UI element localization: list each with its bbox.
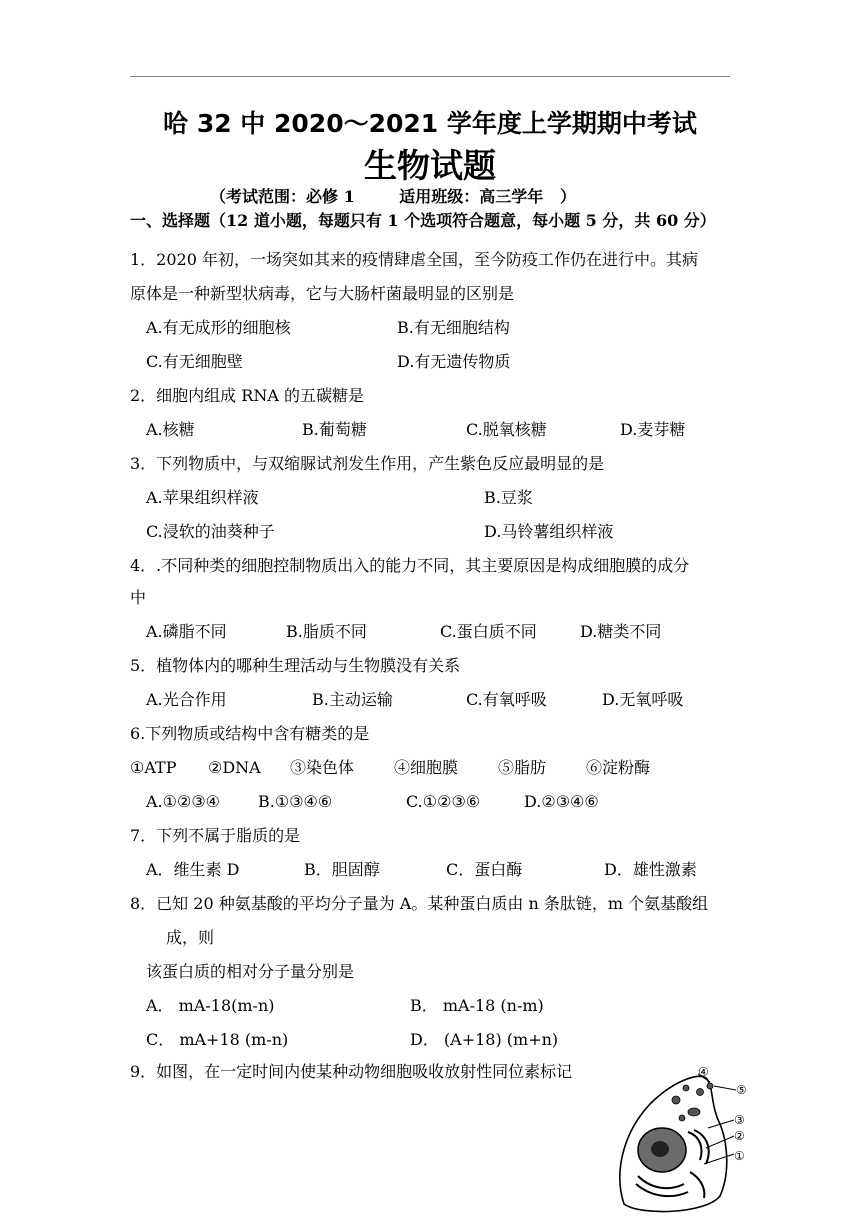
q6-option-c: C.①②③⑥: [406, 792, 481, 811]
q1-option-b: B.有无细胞结构: [397, 318, 510, 337]
q7-option-b: B．胆固醇: [304, 860, 380, 879]
q3-option-c: C.浸软的油葵种子: [146, 522, 275, 541]
q2-option-c: C.脱氧核糖: [466, 420, 547, 439]
q8-option-b: B． mA-18 (n-m): [410, 996, 544, 1015]
label-4: ④: [698, 1065, 709, 1079]
q2-option-b: B.葡萄糖: [302, 420, 367, 439]
q4-stem-line2: 中: [130, 588, 147, 607]
q7-option-a: A．维生素 D: [146, 860, 240, 879]
q2-option-d: D.麦芽糖: [620, 420, 686, 439]
exam-scope: （考试范围：必修 1 适用班级：高三学年 ）: [210, 187, 576, 206]
q4-option-d: D.糖类不同: [580, 622, 662, 641]
q5-option-c: C.有氧呼吸: [466, 690, 547, 709]
q8-option-a: A． mA-18(m-n): [146, 996, 275, 1015]
q9-stem: 9．如图，在一定时间内使某种动物细胞吸收放射性同位素标记: [130, 1062, 573, 1081]
q6-item-6: ⑥淀粉酶: [586, 758, 651, 777]
q3-option-a: A.苹果组织样液: [146, 488, 259, 507]
animal-cell-diagram: [610, 1064, 790, 1216]
q4-option-a: A.磷脂不同: [146, 622, 227, 641]
q6-option-d: D.②③④⑥: [524, 792, 599, 811]
exam-title: 哈 32 中 2020～2021 学年度上学期期中考试: [163, 109, 697, 138]
label-3: ③: [734, 1113, 745, 1127]
label-5: ⑤: [736, 1083, 747, 1097]
q1-option-a: A.有无成形的细胞核: [146, 318, 291, 337]
q6-option-a: A.①②③④: [146, 792, 221, 811]
q5-option-b: B.主动运输: [312, 690, 393, 709]
q6-item-3: ③染色体: [290, 758, 355, 777]
q6-stem: 6.下列物质或结构中含有糖类的是: [130, 724, 370, 743]
q6-option-b: B.①③④⑥: [258, 792, 333, 811]
section-heading: 一、选择题（12 道小题，每题只有 1 个选项符合题意，每小题 5 分，共 60 分）: [130, 211, 716, 230]
q1-option-d: D.有无遗传物质: [397, 352, 511, 371]
q3-option-b: B.豆浆: [484, 488, 533, 507]
q8-stem-line3: 该蛋白质的相对分子量分别是: [146, 962, 355, 981]
q4-option-c: C.蛋白质不同: [440, 622, 537, 641]
q1-stem-line2: 原体是一种新型状病毒，它与大肠杆菌最明显的区别是: [130, 284, 515, 303]
q6-item-2: ②DNA: [208, 758, 261, 777]
q1-stem-line1: 1．2020 年初，一场突如其来的疫情肆虐全国，至今防疫工作仍在进行中。其病: [130, 250, 698, 269]
q6-item-4: ④细胞膜: [394, 758, 459, 777]
label-1: ①: [734, 1149, 745, 1163]
q7-option-c: C．蛋白酶: [446, 860, 523, 879]
q5-stem: 5．植物体内的哪种生理活动与生物膜没有关系: [130, 656, 461, 675]
q1-option-c: C.有无细胞壁: [146, 352, 243, 371]
q6-item-5: ⑤脂肪: [498, 758, 547, 777]
q7-stem: 7．下列不属于脂质的是: [130, 826, 301, 845]
q6-item-1: ①ATP: [130, 758, 177, 777]
label-2: ②: [734, 1129, 745, 1143]
q4-stem-line1: 4．.不同种类的细胞控制物质出入的能力不同，其主要原因是构成细胞膜的成分: [130, 556, 690, 575]
q5-option-a: A.光合作用: [146, 690, 227, 709]
q2-stem: 2．细胞内组成 RNA 的五碳糖是: [130, 386, 364, 405]
exam-subtitle: 生物试题: [364, 146, 496, 185]
q8-option-c: C． mA+18 (m-n): [146, 1030, 289, 1049]
q4-option-b: B.脂质不同: [286, 622, 367, 641]
q5-option-d: D.无氧呼吸: [602, 690, 684, 709]
header-rule: [130, 76, 730, 77]
q3-option-d: D.马铃薯组织样液: [484, 522, 614, 541]
q2-option-a: A.核糖: [146, 420, 195, 439]
q8-stem-line2: 成，则: [166, 928, 215, 947]
q8-option-d: D． (A+18) (m+n): [410, 1030, 559, 1049]
q8-stem-line1: 8．已知 20 种氨基酸的平均分子量为 A。某种蛋白质由 n 条肽链，m 个氨基酸组: [130, 894, 709, 913]
q3-stem: 3．下列物质中，与双缩脲试剂发生作用，产生紫色反应最明显的是: [130, 454, 605, 473]
q7-option-d: D．雄性激素: [604, 860, 697, 879]
